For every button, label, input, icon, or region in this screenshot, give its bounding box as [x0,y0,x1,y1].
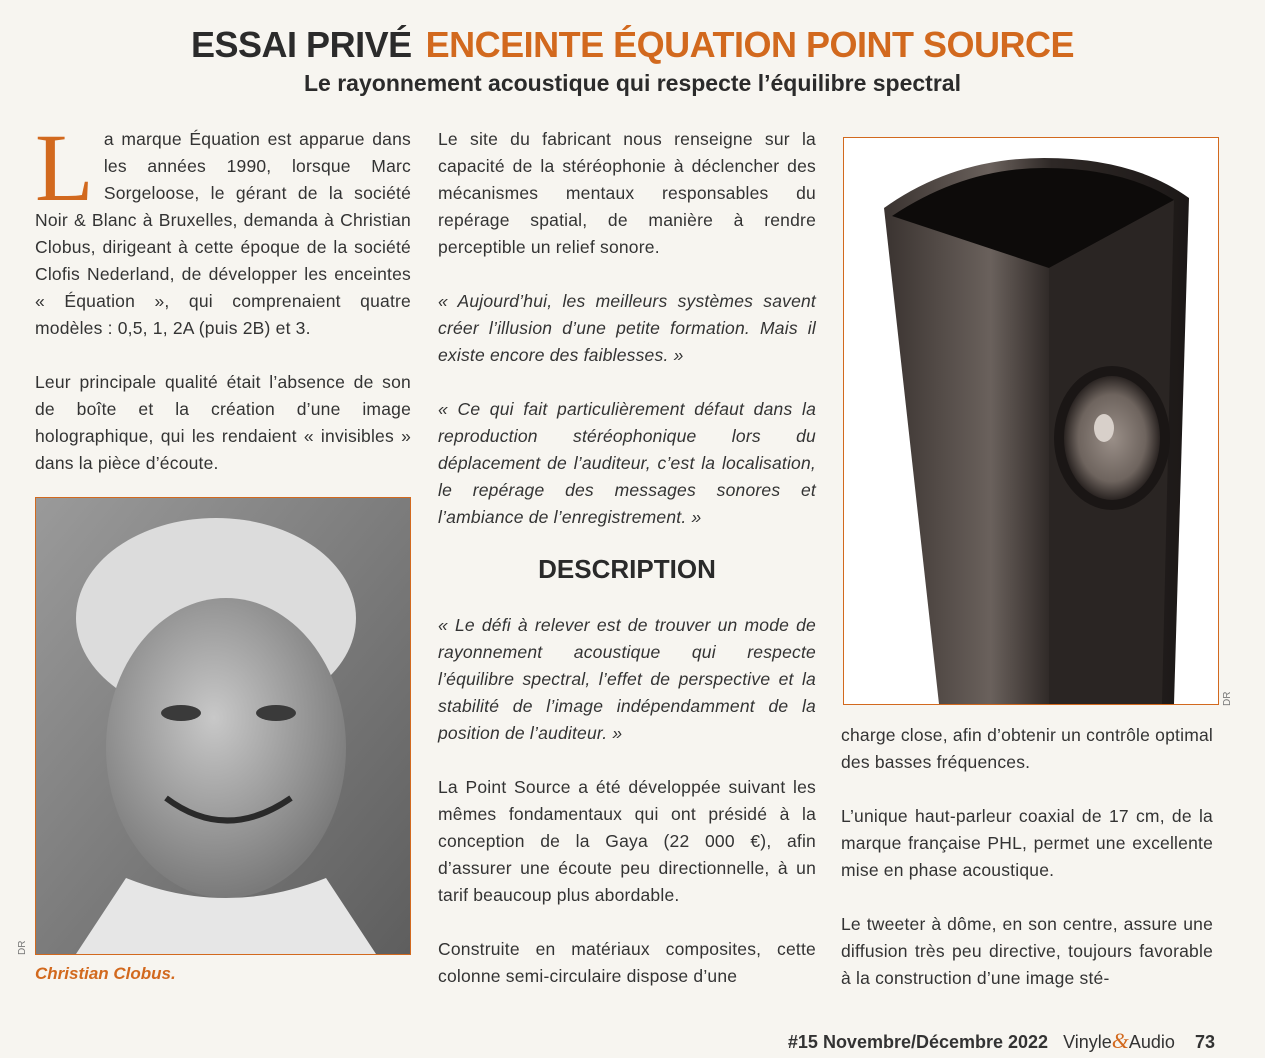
headline: ENCEINTE ÉQUATION POINT SOURCE [425,24,1074,65]
page-number: 73 [1194,1032,1215,1052]
speaker-photo [843,137,1219,705]
paragraph: charge close, afin d’obtenir un contrôle optimal des basses fréquences. [841,725,1213,772]
paragraph: Le site du fabricant nous renseigne sur la capacité de la stéréophonie à déclencher des mécanismes mentaux responsables du repérage spatial, de manière à rendre perceptible un relief sonore. [438,129,816,257]
paragraph: La Point Source a été développée suivant les mêmes fondamentaux qui ont présidé à la conception de la Gaya (22 000 €), afin d’assurer une écoute peu directionnelle, à un tarif beaucoup plus abordable. [438,777,816,905]
page-footer [788,1028,1215,1054]
column-2-lower [438,612,816,1017]
paragraph: Le tweeter à dôme, en son centre, assure une diffusion très peu directive, toujours favorable à la construction d’une image sté- [841,914,1213,988]
photo-caption: Christian Clobus. [35,964,176,983]
brand-name-b: Audio [1128,1032,1175,1052]
portrait-photo [35,497,411,955]
issue-info: #15 Novembre/Décembre 2022 [787,1032,1049,1052]
drop-cap: L [35,114,94,221]
speaker-photo-credit: DR [1222,691,1233,706]
brand-name-a: Vinyle [1063,1032,1112,1052]
portrait-image [36,498,410,954]
section-kicker: ESSAI PRIVÉ [191,24,412,65]
intro-paragraph [35,114,411,342]
quote: « Le défi à relever est de trouver un mode de rayonnement acoustique qui respecte l’équilibre spectral, l’effet de perspective et la stabilité de l’image indépendamment de la position de l’auditeur. » [438,615,816,743]
column-2 [438,126,816,558]
subtitle: Le rayonnement acoustique qui respecte l’équilibre spectral [304,70,961,96]
section-heading: DESCRIPTION [538,554,716,584]
photo-credit: DR [17,940,28,955]
paragraph: Construite en matériaux composites, cette colonne semi-circulaire dispose d’une [438,939,816,986]
paragraph: L’unique haut-parleur coaxial de 17 cm, de la marque française PHL, permet une excellente mise en phase acoustique. [841,806,1213,880]
article-title [0,24,1265,66]
quote: « Aujourd’hui, les meilleurs systèmes savent créer l’illusion d’une petite formation. Mais il existe encore des faiblesses. » [438,291,816,365]
quote: « Ce qui fait particulièrement défaut dans la reproduction stéréophonique lors du déplacement de l’auditeur, c’est la localisation, le repérage des messages sonores et l’ambiance de l’enregistrement. » [438,399,816,527]
speaker-image [844,138,1218,704]
intro-text: a marque Équation est apparue dans les années 1990, lorsque Marc Sorgeloose, le gérant de la société Noir & Blanc à Bruxelles, demanda à Christian Clobus, dirigeant à cette époque de la société Clofis Nederland, de développer les enceintes « Équation », qui comprenaient quatre modèles : 0,5, 1, 2A (puis 2B) et 3. [35,129,411,338]
paragraph: Leur principale qualité était l’absence de son de boîte et la création d’une image holographique, qui les rendaient « invisibles » dans la pièce d’écoute. [35,372,411,473]
column-1 [35,114,411,504]
column-3 [841,722,1213,1019]
brand-ampersand: & [1111,1028,1129,1053]
